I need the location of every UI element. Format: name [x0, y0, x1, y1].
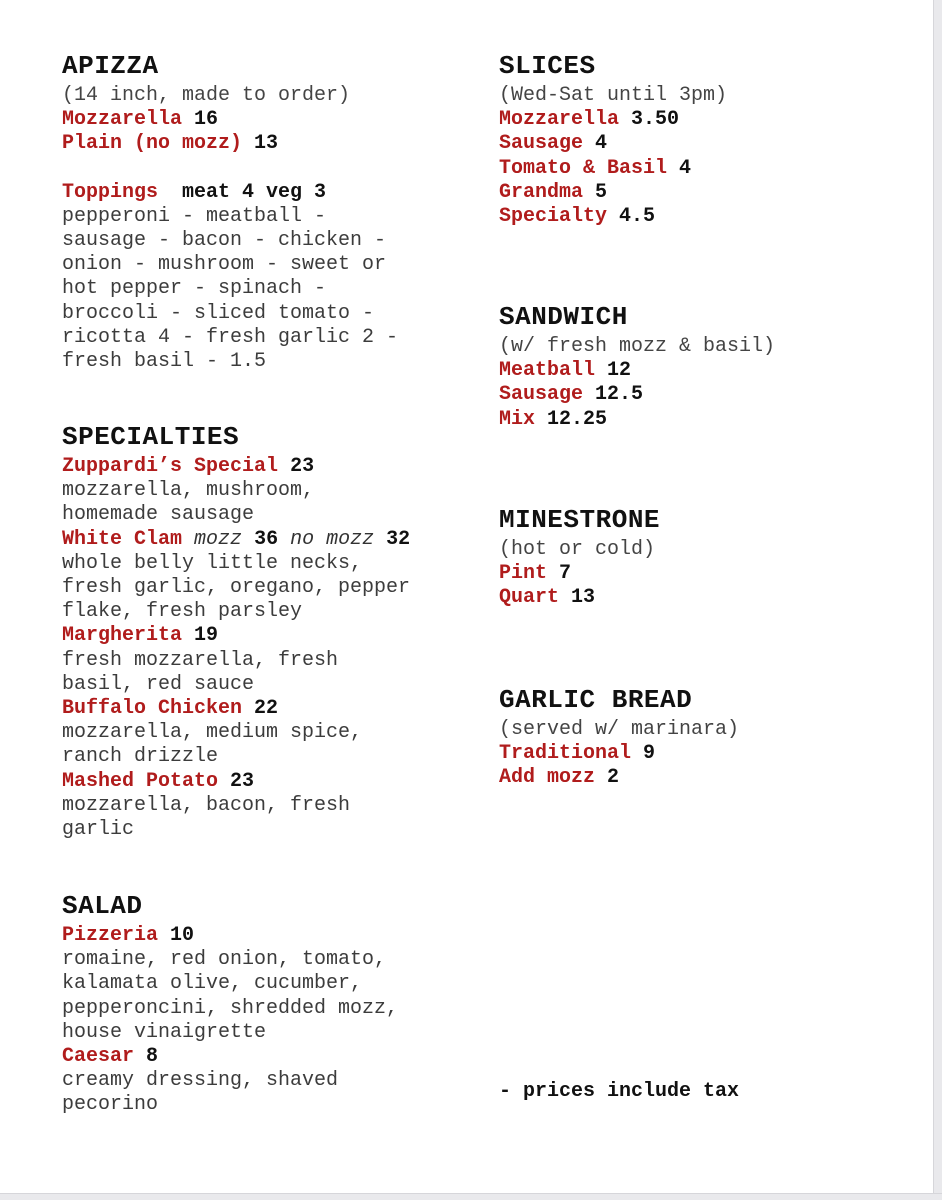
item-name: White Clam — [62, 527, 183, 551]
item-price: 4.5 — [619, 205, 656, 229]
item-name: Zuppardi’s Special — [62, 455, 279, 478]
slices-section — [499, 52, 899, 229]
item-price: 19 — [194, 624, 219, 648]
menu-item — [62, 624, 462, 648]
menu-item — [499, 157, 899, 181]
item-price: 4 — [679, 156, 692, 180]
garlic-bread-section — [499, 686, 899, 791]
item-name: Add mozz — [499, 766, 596, 790]
menu-item — [62, 697, 462, 721]
item-price: 32 — [386, 527, 411, 551]
salad-section — [62, 892, 462, 1118]
item-price: 8 — [146, 1045, 159, 1069]
item-price: 12 — [607, 359, 632, 383]
item-description: flake, fresh parsley — [62, 600, 303, 624]
menu-item — [499, 181, 899, 205]
toppings-label: Toppings — [62, 180, 159, 204]
item-name: Specialty — [499, 205, 608, 229]
item-name: Pint — [499, 562, 548, 586]
item-description: garlic — [62, 818, 135, 842]
apizza-section — [62, 52, 462, 374]
sandwich-section — [499, 303, 899, 432]
menu-item — [62, 770, 462, 794]
toppings-line: fresh basil - 1.5 — [62, 350, 267, 374]
section-note: (served w/ marinara) — [499, 718, 740, 741]
item-price: 12.25 — [547, 407, 608, 431]
menu-item — [62, 108, 462, 132]
item-description: mozzarella, mushroom, — [62, 479, 315, 503]
item-description: kalamata olive, cucumber, — [62, 972, 363, 996]
item-description: pecorino — [62, 1093, 159, 1117]
menu-item — [62, 132, 462, 156]
item-name: Mozzarella — [62, 108, 183, 132]
menu-item — [62, 924, 462, 948]
item-name: Buffalo Chicken — [62, 697, 243, 721]
section-note: (hot or cold) — [499, 538, 656, 561]
item-description: ranch drizzle — [62, 745, 219, 769]
item-name: Mix — [499, 407, 536, 431]
item-name: Sausage — [499, 383, 584, 407]
menu-item — [62, 528, 462, 552]
toppings-line: pepperoni - meatball - — [62, 204, 327, 228]
item-name: Sausage — [499, 132, 584, 156]
section-note: (w/ fresh mozz & basil) — [499, 335, 776, 358]
toppings-line: onion - mushroom - sweet or — [62, 253, 387, 277]
item-price: 4 — [595, 132, 608, 156]
item-price: 5 — [595, 180, 608, 204]
tax-note: - prices include tax — [499, 1080, 740, 1103]
minestrone-section — [499, 506, 899, 611]
item-price: 9 — [643, 742, 656, 766]
item-price: 12.5 — [595, 383, 644, 407]
item-price: 16 — [194, 108, 219, 132]
item-name: Quart — [499, 586, 560, 610]
item-price: 22 — [254, 697, 279, 721]
menu-item — [499, 742, 899, 766]
section-note: (14 inch, made to order) — [62, 84, 351, 107]
item-name: Caesar — [62, 1045, 135, 1069]
item-price: 2 — [607, 766, 620, 790]
section-heading: SLICES — [499, 51, 596, 81]
item-name: Tomato & Basil — [499, 156, 668, 180]
menu-item — [499, 205, 899, 229]
item-price: 23 — [290, 455, 315, 478]
specialties-section — [62, 423, 462, 842]
no-mozz-label: no mozz — [290, 527, 375, 551]
item-name: Mashed Potato — [62, 769, 219, 793]
item-name: Margherita — [62, 624, 183, 648]
item-name: Grandma — [499, 180, 584, 204]
toppings-header — [62, 181, 462, 205]
section-heading: SANDWICH — [499, 302, 628, 332]
menu-item — [62, 1045, 462, 1069]
menu-item — [499, 408, 899, 432]
item-name: Meatball — [499, 359, 596, 383]
toppings-line: hot pepper - spinach - — [62, 277, 327, 301]
item-price: 13 — [254, 132, 279, 156]
section-heading: APIZZA — [62, 51, 159, 81]
toppings-line: sausage - bacon - chicken - — [62, 229, 387, 253]
item-description: whole belly little necks, — [62, 551, 363, 575]
item-price: 13 — [571, 586, 596, 610]
item-name: Mozzarella — [499, 108, 620, 132]
item-description: mozzarella, medium spice, — [62, 721, 363, 745]
toppings-line: ricotta 4 - fresh garlic 2 - — [62, 325, 399, 349]
menu-item — [499, 562, 899, 586]
item-price: 7 — [559, 562, 572, 586]
section-note: (Wed-Sat until 3pm) — [499, 84, 728, 107]
section-heading: SPECIALTIES — [62, 422, 240, 452]
item-description: creamy dressing, shaved — [62, 1069, 339, 1093]
item-description: house vinaigrette — [62, 1020, 267, 1044]
menu-item — [499, 108, 899, 132]
item-description: mozzarella, bacon, fresh — [62, 793, 351, 817]
item-price: 10 — [170, 924, 195, 947]
item-price: 36 — [254, 527, 279, 551]
item-description: pepperoncini, shredded mozz, — [62, 996, 399, 1020]
section-heading: MINESTRONE — [499, 505, 661, 535]
menu-item — [499, 359, 899, 383]
page-edge-right — [933, 0, 942, 1200]
item-description: romaine, red onion, tomato, — [62, 948, 387, 972]
item-name: Traditional — [499, 742, 632, 766]
mozz-label: mozz — [194, 527, 243, 551]
page-edge-bottom — [0, 1193, 942, 1200]
menu-item — [499, 383, 899, 407]
item-name: Pizzeria — [62, 924, 159, 947]
item-description: homemade sausage — [62, 503, 255, 527]
item-description: fresh mozzarella, fresh — [62, 648, 339, 672]
item-description: basil, red sauce — [62, 672, 255, 696]
menu-item — [62, 455, 462, 479]
item-price: 23 — [230, 769, 255, 793]
menu-item — [499, 586, 899, 610]
item-price: 3.50 — [631, 108, 680, 132]
item-description: fresh garlic, oregano, pepper — [62, 576, 411, 600]
toppings-prices: meat 4 veg 3 — [182, 180, 327, 204]
menu-item — [499, 766, 899, 790]
menu-item — [499, 132, 899, 156]
section-heading: GARLIC BREAD — [499, 685, 693, 715]
item-name: Plain (no mozz) — [62, 132, 243, 156]
toppings-line: broccoli - sliced tomato - — [62, 301, 375, 325]
section-heading: SALAD — [62, 891, 143, 921]
